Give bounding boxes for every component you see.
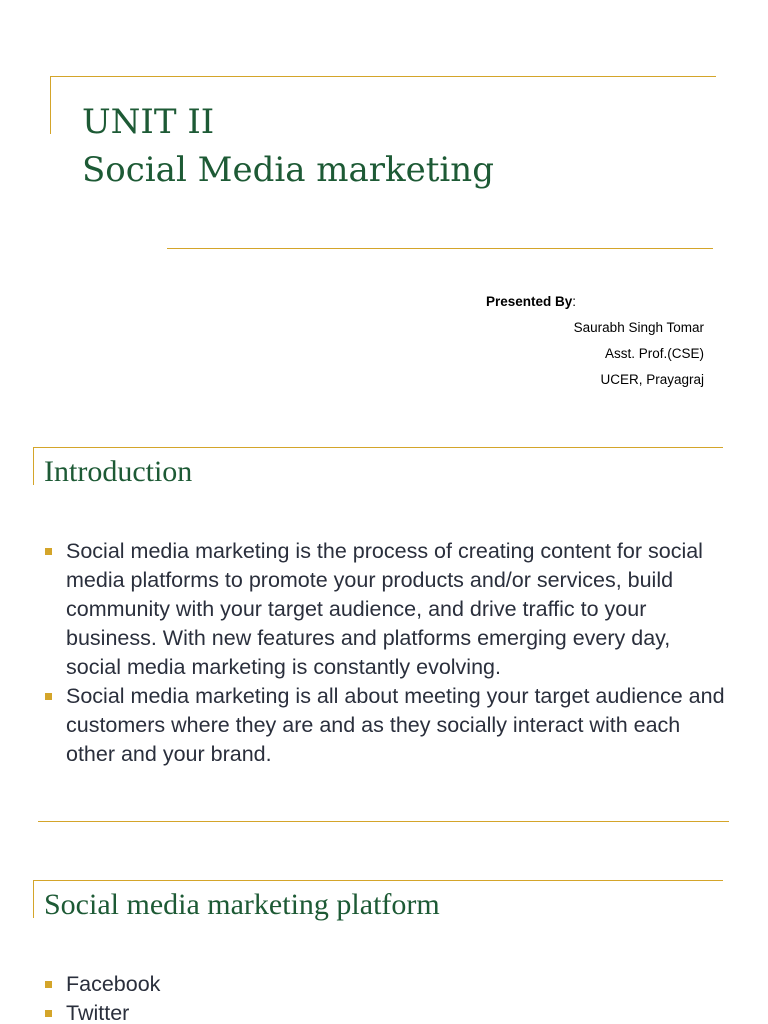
list-item (44, 999, 728, 1024)
bullet-text: Facebook (66, 972, 161, 996)
bullet-square-icon (45, 548, 52, 555)
bullet-text: Twitter (66, 1001, 130, 1024)
platform-heading: Social media marketing platform (44, 888, 440, 921)
introduction-heading: Introduction (44, 455, 193, 488)
platform-bullets (44, 970, 728, 1024)
presented-by-label: Presented By: (485, 294, 576, 309)
unit-title: UNIT II (82, 102, 215, 142)
intro-left-rule (33, 447, 34, 485)
intro-top-rule (33, 447, 723, 448)
title-top-rule (50, 76, 716, 77)
presenter-block (486, 289, 704, 393)
intro-bottom-rule (38, 821, 729, 822)
presenter-name: Saurabh Singh Tomar (573, 320, 704, 335)
title-bottom-rule (167, 248, 713, 249)
list-item (44, 537, 728, 682)
presenter-role: Asst. Prof.(CSE) (604, 346, 704, 361)
bullet-square-icon (45, 981, 52, 988)
title-left-rule (50, 76, 51, 134)
presenter-institution: UCER, Prayagraj (600, 372, 704, 387)
bullet-text: Social media marketing is the process of creating content for social media platforms to promote your products and/or services, build community with your target audience, and drive traffic to your business. With new features and platforms emerging every day, social media marketing is constantly evolving. (66, 539, 703, 679)
introduction-bullets (44, 537, 728, 769)
platform-left-rule (33, 880, 34, 918)
list-item (44, 682, 728, 769)
bullet-text: Social media marketing is all about meeting your target audience and customers where they are and as they socially interact with each other and your brand. (66, 684, 725, 766)
bullet-square-icon (45, 1010, 52, 1017)
list-item (44, 970, 728, 999)
bullet-square-icon (45, 693, 52, 700)
slide-title: Social Media marketing (82, 150, 494, 190)
platform-top-rule (33, 880, 723, 881)
